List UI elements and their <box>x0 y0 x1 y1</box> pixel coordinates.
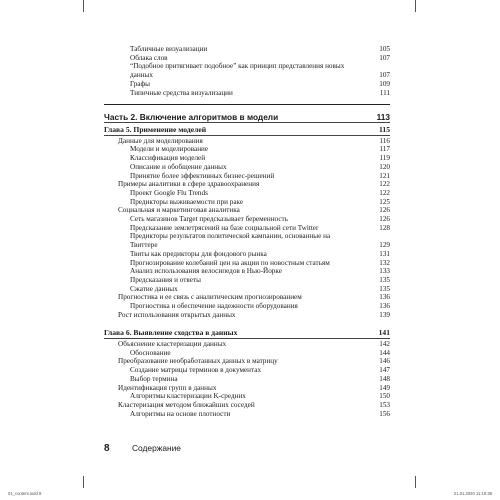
toc-entry-page: 128 <box>379 223 390 232</box>
toc-entry-title: Модели и моделирование <box>130 145 209 154</box>
toc-entry <box>104 224 390 233</box>
chapter-underline <box>104 338 390 339</box>
toc-entry <box>104 311 390 320</box>
part-rule <box>104 104 390 105</box>
toc-entry-page: 150 <box>379 392 390 401</box>
toc-entry-page: 135 <box>379 275 390 284</box>
toc-entry-page: 120 <box>379 162 390 171</box>
toc-entry <box>104 206 390 215</box>
toc-entry <box>104 80 390 89</box>
toc-entry <box>104 172 390 181</box>
toc-entry-page: 144 <box>379 348 390 357</box>
toc-entry <box>104 250 390 259</box>
toc-entry-page: 131 <box>379 249 390 258</box>
toc-entry <box>104 267 390 276</box>
toc-entry <box>104 384 390 393</box>
toc-entry-title: Графы <box>130 79 150 88</box>
toc-entry-title: Создание матрицы терминов в документах <box>130 366 262 375</box>
toc-entry-page: 121 <box>379 171 390 180</box>
toc-entry <box>104 401 390 410</box>
toc-entry <box>104 410 390 419</box>
toc-entry-page: 153 <box>379 400 390 409</box>
toc-entry-page: 126 <box>379 215 390 224</box>
toc-entry-page: 109 <box>379 79 390 88</box>
chapter-underline <box>104 135 390 136</box>
toc-chapter <box>104 328 390 338</box>
toc-entry-page: 141 <box>378 328 390 338</box>
toc-entry-page: 135 <box>379 284 390 293</box>
toc-entry-page: 142 <box>379 339 390 348</box>
toc-entry-title: Рост использования открытых данных <box>118 310 236 319</box>
toc-entry <box>104 302 390 311</box>
toc-entry-page: 125 <box>379 197 390 206</box>
toc-entry-title: Алгоритмы кластеризации K-средних <box>130 392 246 401</box>
toc-entry-page: 132 <box>379 258 390 267</box>
toc-entry-title: Проект Google Flu Trends <box>130 188 208 197</box>
crop-mark-bottom-right <box>415 476 416 488</box>
toc-entry-title: Социальная и маркетинговая аналитика <box>118 206 240 215</box>
toc-entry <box>104 340 390 349</box>
toc-entry-page: 136 <box>379 293 390 302</box>
running-title: Содержание <box>132 443 181 453</box>
table-of-contents <box>104 45 390 418</box>
toc-entry <box>104 232 390 249</box>
toc-entry-page: 139 <box>379 310 390 319</box>
toc-entry <box>104 163 390 172</box>
crop-mark-bottom-left <box>83 476 84 488</box>
crop-mark-top-left <box>83 0 84 12</box>
toc-entry-title: Предикторы результатов политической кампании, основанные на Твиттере <box>130 232 331 250</box>
toc-entry-page: 126 <box>379 206 390 215</box>
toc-entry-title: Типичные средства визуализации <box>130 88 233 97</box>
toc-entry-title: Алгоритмы на основе плотности <box>130 409 231 418</box>
toc-entry <box>104 293 390 302</box>
toc-entry-page: 115 <box>379 125 390 135</box>
toc-entry-title: Классификация моделей <box>130 154 206 163</box>
toc-entry-title: Данные для моделирования <box>118 136 203 145</box>
toc-entry <box>104 215 390 224</box>
toc-entry <box>104 276 390 285</box>
toc-entry-page: 146 <box>379 357 390 366</box>
toc-entry-page: 111 <box>379 88 390 97</box>
toc-entry-page: 148 <box>379 374 390 383</box>
toc-entry <box>104 366 390 375</box>
toc-entry-title: Предсказание землетрясений на базе социальной сети Twitter <box>130 223 319 232</box>
part-underline <box>104 122 390 123</box>
toc-entry-title: Прогностика и ее связь с аналитическим прогнозированием <box>118 293 302 302</box>
toc-entry <box>104 154 390 163</box>
toc-entry-title: Прогностика и обеспечение надежности оборудования <box>130 302 298 311</box>
toc-entry-title: Облака слов <box>130 53 168 62</box>
toc-entry-page: 122 <box>379 180 390 189</box>
toc-entry-title: Кластеризация методом ближайших соседей <box>118 400 255 409</box>
toc-entry-title: Преобразование необработанных данных в матрицу <box>118 357 278 366</box>
toc-entry-title: Твиты как предикторы для фондового рынка <box>130 249 267 258</box>
page-number: 8 <box>104 443 110 454</box>
toc-entry <box>104 285 390 294</box>
toc-entry-title: Принятие более эффективных бизнес-решений <box>130 171 275 180</box>
toc-entry-page: 122 <box>379 188 390 197</box>
toc-entry-title: Предсказания и ответы <box>130 275 201 284</box>
toc-entry-title: Прогнозирование колебаний цен на акции по новостным статьям <box>130 258 330 267</box>
toc-entry-page: 149 <box>379 383 390 392</box>
toc-entry-title: Глава 6. Выявление сходства в данных <box>104 328 238 338</box>
toc-entry-title: Предикторы выживаемости при раке <box>130 197 244 206</box>
toc-entry <box>104 45 390 54</box>
slug-file: 01_content.indd 8 <box>8 491 42 496</box>
print-slug <box>8 491 492 496</box>
toc-entry-page: 119 <box>379 154 390 163</box>
toc-entry-title: Идентификация групп в данных <box>118 383 217 392</box>
toc-entry-title: Глава 5. Применение моделей <box>104 125 207 135</box>
toc-entry-page: 117 <box>379 145 390 154</box>
toc-entry <box>104 198 390 207</box>
toc-entry-page: 107 <box>379 71 390 80</box>
toc-entry-title: Сеть магазинов Target предсказывает беременность <box>130 215 288 224</box>
toc-entry <box>104 375 390 384</box>
toc-chapter <box>104 125 390 135</box>
toc-entry-title: Выбор термина <box>130 374 178 383</box>
toc-entry <box>104 62 390 79</box>
toc-entry-page: 116 <box>379 136 390 145</box>
toc-entry-page: 105 <box>379 45 390 53</box>
toc-entry-title: Объяснение кластеризации данных <box>118 339 227 348</box>
toc-entry-page: 147 <box>379 366 390 375</box>
toc-entry <box>104 145 390 154</box>
toc-entry <box>104 189 390 198</box>
toc-entry-page: 133 <box>379 267 390 276</box>
toc-entry-title: Описание и обобщение данных <box>130 162 227 171</box>
toc-entry-title: Табличные визуализации <box>130 45 208 53</box>
toc-entry-title: Примеры аналитики в сфере здравоохранения <box>118 180 260 189</box>
toc-entry <box>104 89 390 98</box>
toc-entry <box>104 137 390 146</box>
page-footer <box>104 443 390 454</box>
toc-entry <box>104 349 390 358</box>
toc-entry-title: Сжатие данных <box>130 284 178 293</box>
toc-entry-page: 113 <box>376 112 390 123</box>
slug-timestamp: 21.01.2020 11:16:38 <box>453 491 492 496</box>
toc-entry-title: Анализ использования велосипедов в Нью-Йорке <box>130 267 282 276</box>
toc-entry-page: 129 <box>379 241 390 250</box>
toc-entry-title: Часть 2. Включение алгоритмов в модели <box>104 112 279 123</box>
toc-entry-page: 136 <box>379 302 390 311</box>
toc-entry <box>104 180 390 189</box>
toc-entry <box>104 357 390 366</box>
toc-entry <box>104 54 390 63</box>
toc-entry-page: 156 <box>379 409 390 418</box>
toc-entry <box>104 392 390 401</box>
toc-entry-title: Обоснование <box>130 348 171 357</box>
toc-entry <box>104 259 390 268</box>
toc-entry-page: 107 <box>379 53 390 62</box>
crop-mark-top-right <box>415 0 416 12</box>
toc-part <box>104 112 390 122</box>
toc-entry-title: “Подобное притягивает подобное” как принцип представления новых данных <box>130 62 345 80</box>
